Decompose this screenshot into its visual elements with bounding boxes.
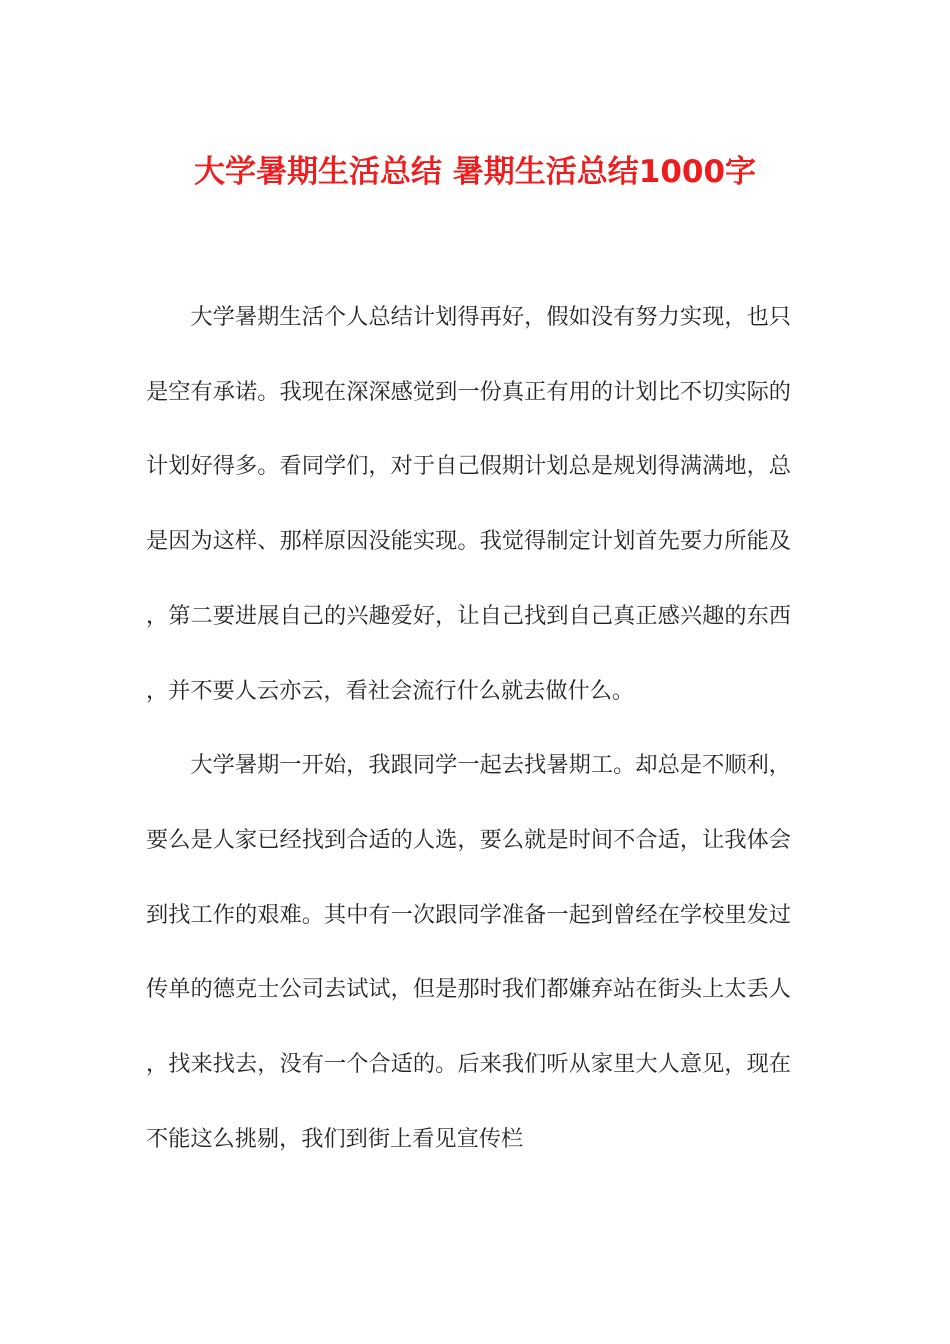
paragraph-2: 大学暑期一开始，我跟同学一起去找暑期工。却总是不顺利，要么是人家已经找到合适的人选，要么就是时间不合适，让我体会到找工作的艰难。其中有一次跟同学准备一起到曾经在学校里发过传单的德克士公司去试试，但是那时我们都嫌弃站在街头上太丢人，找来找去，没有一个合适的。后来我们听从家里大人意见，现在不能这么挑剔，我们到街上看见宣传栏 — [146, 752, 791, 1152]
paragraph-1: 大学暑期生活个人总结计划得再好，假如没有努力实现，也只是空有承诺。我现在深深感觉到一份真正有用的计划比不切实际的计划好得多。看同学们，对于自己假期计划总是规划得满满地，总是因为这样、那样原因没能实现。我觉得制定计划首先要力所能及，第二要进展自己的兴趣爱好，让自己找到自己真正感兴趣的东西，并不要人云亦云，看社会流行什么就去做什么。 — [146, 304, 791, 704]
document-body — [146, 280, 791, 1176]
document-title: 大学暑期生活总结 暑期生活总结1000字 — [193, 154, 757, 190]
